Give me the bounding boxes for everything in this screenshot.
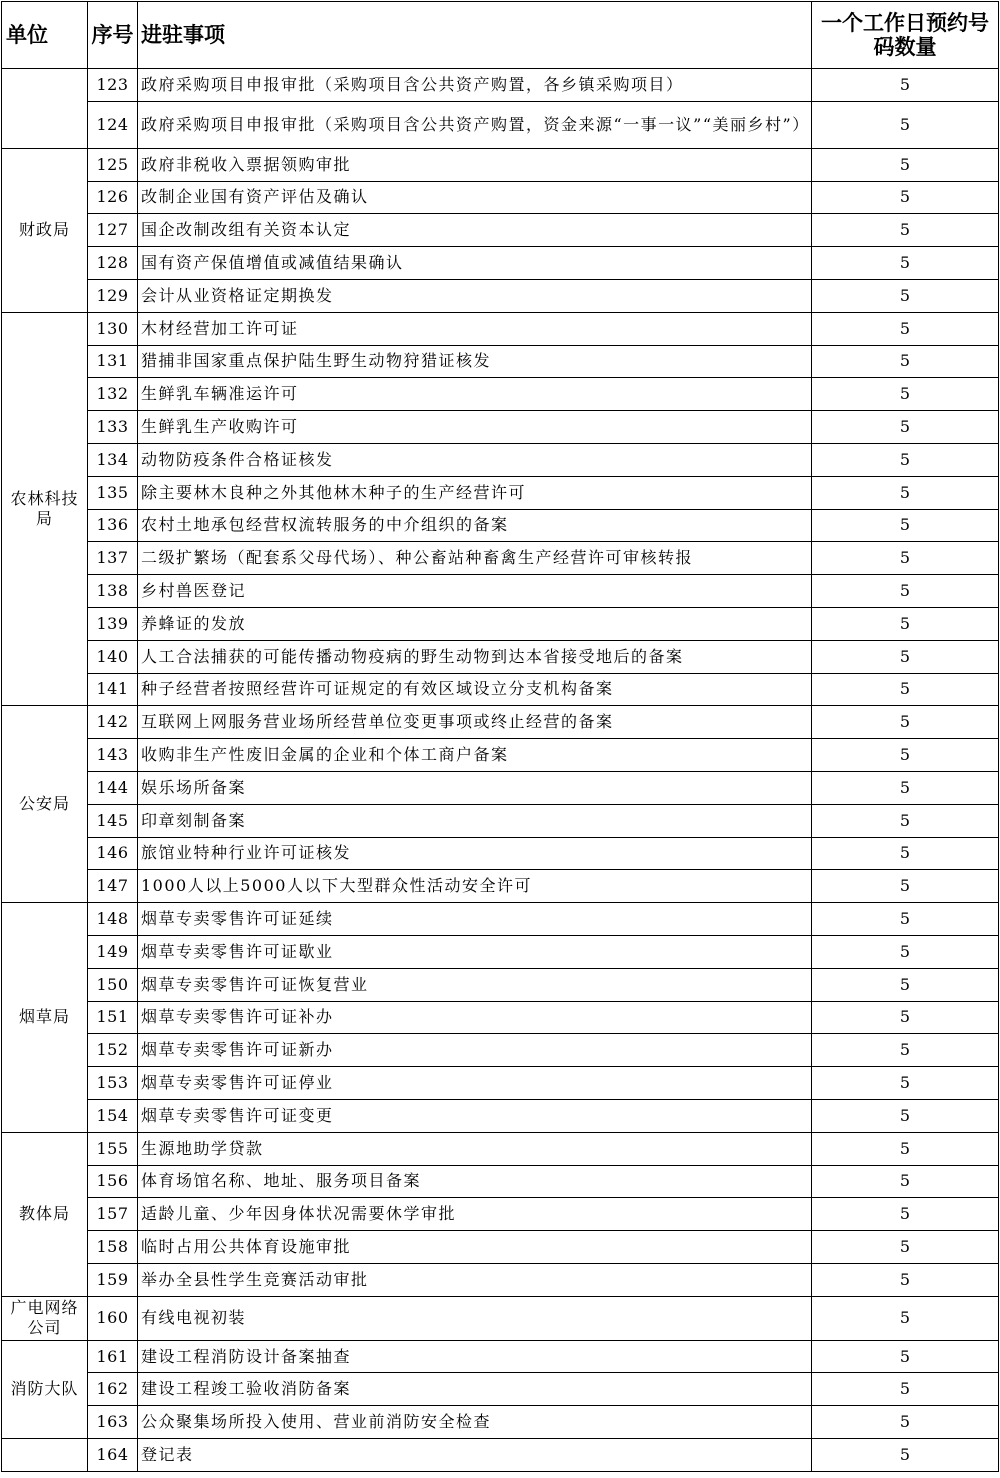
seq-cell: 134 [88, 443, 138, 476]
seq-cell: 145 [88, 804, 138, 837]
quota-cell: 5 [812, 443, 999, 476]
item-cell: 建设工程竣工验收消防备案 [138, 1373, 812, 1406]
seq-cell: 137 [88, 542, 138, 575]
unit-cell: 广电网络公司 [2, 1296, 88, 1340]
table-row [2, 542, 999, 575]
unit-cell [2, 1439, 88, 1472]
quota-cell: 5 [812, 1263, 999, 1296]
quota-cell: 5 [812, 837, 999, 870]
seq-cell: 154 [88, 1099, 138, 1132]
table-body [2, 69, 999, 1472]
table-row [2, 837, 999, 870]
quota-cell: 5 [812, 279, 999, 312]
seq-cell: 159 [88, 1263, 138, 1296]
seq-cell: 144 [88, 771, 138, 804]
unit-cell: 公安局 [2, 706, 88, 903]
seq-cell: 151 [88, 1001, 138, 1034]
seq-cell: 135 [88, 476, 138, 509]
seq-cell: 130 [88, 312, 138, 345]
item-cell: 国企改制改组有关资本认定 [138, 214, 812, 247]
quota-cell: 5 [812, 411, 999, 444]
table-row [2, 1406, 999, 1439]
table-row [2, 509, 999, 542]
seq-cell: 141 [88, 673, 138, 706]
table-row [2, 247, 999, 280]
seq-cell: 150 [88, 968, 138, 1001]
seq-cell: 124 [88, 101, 138, 148]
header-unit: 单位 [2, 2, 88, 69]
table-row [2, 312, 999, 345]
header-seq: 序号 [88, 2, 138, 69]
item-cell: 改制企业国有资产评估及确认 [138, 181, 812, 214]
table-row [2, 214, 999, 247]
seq-cell: 158 [88, 1231, 138, 1264]
table-row [2, 1373, 999, 1406]
table-row [2, 1132, 999, 1165]
seq-cell: 142 [88, 706, 138, 739]
header-row [2, 2, 999, 69]
seq-cell: 147 [88, 870, 138, 903]
table-row [2, 1439, 999, 1472]
item-cell: 除主要林木良种之外其他林木种子的生产经营许可 [138, 476, 812, 509]
quota-cell: 5 [812, 935, 999, 968]
table-row [2, 870, 999, 903]
table-row [2, 903, 999, 936]
seq-cell: 127 [88, 214, 138, 247]
quota-cell: 5 [812, 476, 999, 509]
quota-cell: 5 [812, 1067, 999, 1100]
item-cell: 收购非生产性废旧金属的企业和个体工商户备案 [138, 739, 812, 772]
item-cell: 政府非税收入票据领购审批 [138, 148, 812, 181]
seq-cell: 157 [88, 1198, 138, 1231]
table-row [2, 1198, 999, 1231]
item-cell: 烟草专卖零售许可证停业 [138, 1067, 812, 1100]
quota-cell: 5 [812, 771, 999, 804]
unit-cell: 农林科技局 [2, 312, 88, 706]
item-cell: 印章刻制备案 [138, 804, 812, 837]
item-cell: 烟草专卖零售许可证歇业 [138, 935, 812, 968]
quota-cell: 5 [812, 1439, 999, 1472]
quota-cell: 5 [812, 101, 999, 148]
item-cell: 登记表 [138, 1439, 812, 1472]
item-cell: 人工合法捕获的可能传播动物疫病的野生动物到达本省接受地后的备案 [138, 640, 812, 673]
seq-cell: 136 [88, 509, 138, 542]
quota-cell: 5 [812, 1340, 999, 1373]
item-cell: 临时占用公共体育设施审批 [138, 1231, 812, 1264]
quota-cell: 5 [812, 640, 999, 673]
quota-cell: 5 [812, 1099, 999, 1132]
table-row [2, 1165, 999, 1198]
seq-cell: 156 [88, 1165, 138, 1198]
item-cell: 木材经营加工许可证 [138, 312, 812, 345]
table-row [2, 1067, 999, 1100]
quota-cell: 5 [812, 1132, 999, 1165]
item-cell: 建设工程消防设计备案抽查 [138, 1340, 812, 1373]
seq-cell: 148 [88, 903, 138, 936]
item-cell: 生鲜乳车辆准运许可 [138, 378, 812, 411]
item-cell: 农村土地承包经营权流转服务的中介组织的备案 [138, 509, 812, 542]
seq-cell: 128 [88, 247, 138, 280]
seq-cell: 131 [88, 345, 138, 378]
item-cell: 烟草专卖零售许可证变更 [138, 1099, 812, 1132]
quota-cell: 5 [812, 1001, 999, 1034]
seq-cell: 138 [88, 575, 138, 608]
unit-cell [2, 69, 88, 149]
unit-cell: 消防大队 [2, 1340, 88, 1438]
table-row [2, 1296, 999, 1340]
table-row [2, 345, 999, 378]
item-cell: 种子经营者按照经营许可证规定的有效区域设立分支机构备案 [138, 673, 812, 706]
table-row [2, 739, 999, 772]
seq-cell: 132 [88, 378, 138, 411]
quota-cell: 5 [812, 870, 999, 903]
item-cell: 政府采购项目申报审批（采购项目含公共资产购置，各乡镇采购项目） [138, 69, 812, 102]
quota-cell: 5 [812, 706, 999, 739]
item-cell: 生鲜乳生产收购许可 [138, 411, 812, 444]
table-row [2, 673, 999, 706]
item-cell: 适龄儿童、少年因身体状况需要休学审批 [138, 1198, 812, 1231]
seq-cell: 161 [88, 1340, 138, 1373]
quota-cell: 5 [812, 378, 999, 411]
item-cell: 动物防疫条件合格证核发 [138, 443, 812, 476]
quota-cell: 5 [812, 1373, 999, 1406]
quota-cell: 5 [812, 312, 999, 345]
table-row [2, 1231, 999, 1264]
table-row [2, 443, 999, 476]
table-row [2, 1001, 999, 1034]
item-cell: 猎捕非国家重点保护陆生野生动物狩猎证核发 [138, 345, 812, 378]
quota-cell: 5 [812, 1406, 999, 1439]
item-cell: 国有资产保值增值或减值结果确认 [138, 247, 812, 280]
item-cell: 会计从业资格证定期换发 [138, 279, 812, 312]
quota-cell: 5 [812, 575, 999, 608]
item-cell: 烟草专卖零售许可证延续 [138, 903, 812, 936]
item-cell: 政府采购项目申报审批（采购项目含公共资产购置，资金来源“一事一议”“美丽乡村”） [138, 101, 812, 148]
table-row [2, 1099, 999, 1132]
table-row [2, 101, 999, 148]
quota-cell: 5 [812, 509, 999, 542]
table-row [2, 935, 999, 968]
table-row [2, 771, 999, 804]
item-cell: 生源地助学贷款 [138, 1132, 812, 1165]
seq-cell: 162 [88, 1373, 138, 1406]
quota-cell: 5 [812, 181, 999, 214]
quota-cell: 5 [812, 214, 999, 247]
unit-cell: 教体局 [2, 1132, 88, 1296]
quota-cell: 5 [812, 968, 999, 1001]
quota-cell: 5 [812, 607, 999, 640]
table-row [2, 148, 999, 181]
table-row [2, 640, 999, 673]
seq-cell: 163 [88, 1406, 138, 1439]
quota-cell: 5 [812, 804, 999, 837]
seq-cell: 152 [88, 1034, 138, 1067]
table-row [2, 279, 999, 312]
item-cell: 娱乐场所备案 [138, 771, 812, 804]
table-row [2, 575, 999, 608]
quota-cell: 5 [812, 148, 999, 181]
quota-cell: 5 [812, 247, 999, 280]
item-cell: 烟草专卖零售许可证补办 [138, 1001, 812, 1034]
seq-cell: 146 [88, 837, 138, 870]
seq-cell: 126 [88, 181, 138, 214]
header-quota: 一个工作日预约号码数量 [812, 2, 999, 69]
item-cell: 旅馆业特种行业许可证核发 [138, 837, 812, 870]
item-cell: 体育场馆名称、地址、服务项目备案 [138, 1165, 812, 1198]
table-row [2, 1340, 999, 1373]
table-row [2, 1263, 999, 1296]
quota-cell: 5 [812, 69, 999, 102]
table-row [2, 69, 999, 102]
item-cell: 烟草专卖零售许可证恢复营业 [138, 968, 812, 1001]
item-cell: 二级扩繁场（配套系父母代场）、种公畜站种畜禽生产经营许可审核转报 [138, 542, 812, 575]
table-row [2, 706, 999, 739]
quota-cell: 5 [812, 673, 999, 706]
item-cell: 公众聚集场所投入使用、营业前消防安全检查 [138, 1406, 812, 1439]
item-cell: 互联网上网服务营业场所经营单位变更事项或终止经营的备案 [138, 706, 812, 739]
seq-cell: 139 [88, 607, 138, 640]
quota-cell: 5 [812, 903, 999, 936]
item-cell: 有线电视初装 [138, 1296, 812, 1340]
seq-cell: 129 [88, 279, 138, 312]
item-cell: 烟草专卖零售许可证新办 [138, 1034, 812, 1067]
table-row [2, 476, 999, 509]
seq-cell: 143 [88, 739, 138, 772]
quota-cell: 5 [812, 1034, 999, 1067]
seq-cell: 155 [88, 1132, 138, 1165]
quota-cell: 5 [812, 1231, 999, 1264]
quota-cell: 5 [812, 1198, 999, 1231]
seq-cell: 149 [88, 935, 138, 968]
seq-cell: 160 [88, 1296, 138, 1340]
seq-cell: 133 [88, 411, 138, 444]
item-cell: 养蜂证的发放 [138, 607, 812, 640]
quota-cell: 5 [812, 1165, 999, 1198]
item-cell: 举办全县性学生竞赛活动审批 [138, 1263, 812, 1296]
item-cell: 乡村兽医登记 [138, 575, 812, 608]
seq-cell: 123 [88, 69, 138, 102]
table-row [2, 378, 999, 411]
seq-cell: 164 [88, 1439, 138, 1472]
table-row [2, 411, 999, 444]
table-row [2, 968, 999, 1001]
header-item: 进驻事项 [138, 2, 812, 69]
table-row [2, 607, 999, 640]
unit-cell: 烟草局 [2, 903, 88, 1133]
table-row [2, 1034, 999, 1067]
seq-cell: 153 [88, 1067, 138, 1100]
quota-cell: 5 [812, 739, 999, 772]
table-row [2, 181, 999, 214]
seq-cell: 125 [88, 148, 138, 181]
item-cell: 1000人以上5000人以下大型群众性活动安全许可 [138, 870, 812, 903]
quota-cell: 5 [812, 542, 999, 575]
appointment-quota-table [1, 1, 999, 1472]
seq-cell: 140 [88, 640, 138, 673]
table-row [2, 804, 999, 837]
quota-cell: 5 [812, 345, 999, 378]
quota-cell: 5 [812, 1296, 999, 1340]
unit-cell: 财政局 [2, 148, 88, 312]
